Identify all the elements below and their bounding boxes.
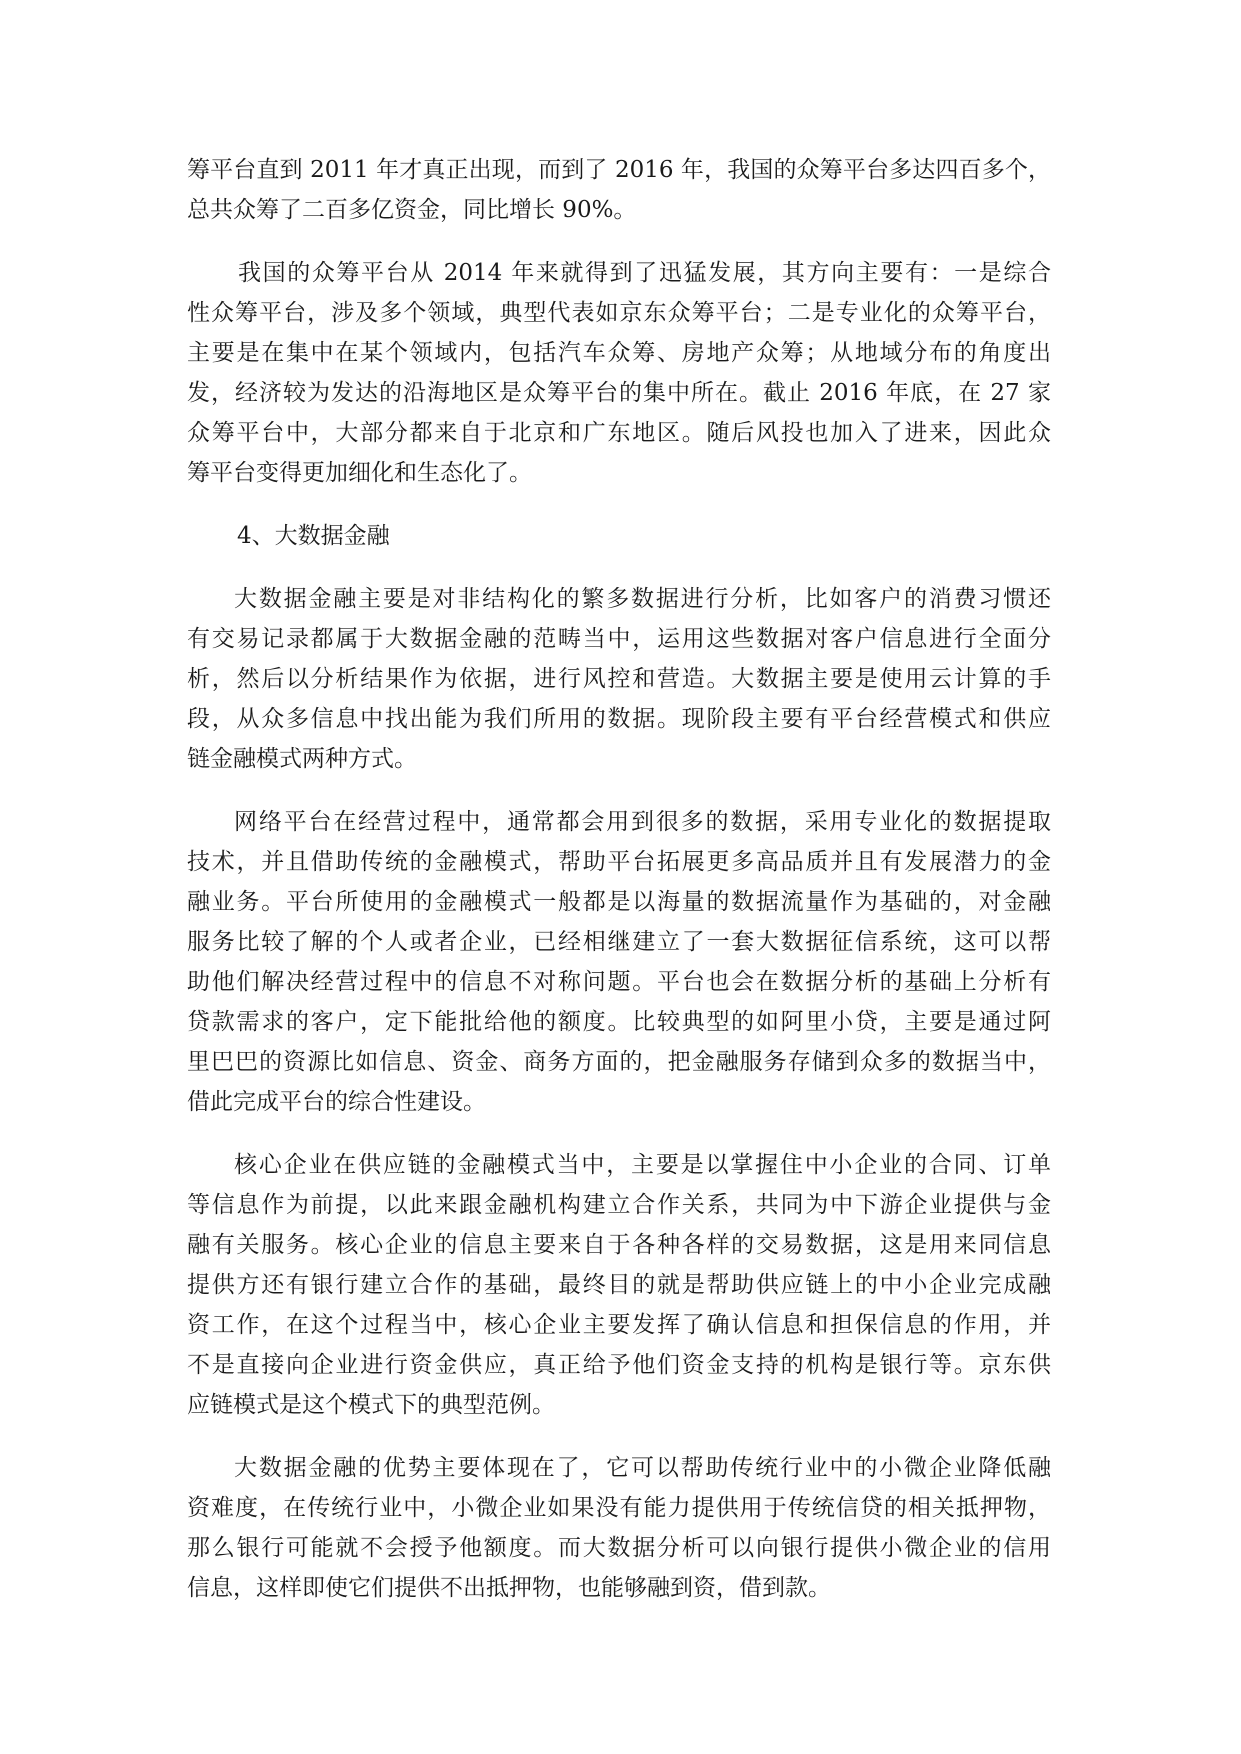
paragraph-big-data-advantage: [187, 1448, 1051, 1608]
text-line: 贷款需求的客户，定下能批给他的额度。比较典型的如阿里小贷，主要是通过阿: [187, 1009, 1051, 1035]
text-line: 融有关服务。核心企业的信息主要来自于各种各样的交易数据，这是用来同信息: [187, 1232, 1051, 1258]
text-line: 链金融模式两种方式。: [187, 746, 417, 772]
text-line: 不是直接向企业进行资金供应，真正给予他们资金支持的机构是银行等。京东供: [187, 1352, 1051, 1378]
text-line: 众筹平台中，大部分都来自于北京和广东地区。随后风投也加入了进来，因此众: [187, 420, 1051, 446]
text-line: 析，然后以分析结果作为依据，进行风控和营造。大数据主要是使用云计算的手: [187, 666, 1051, 692]
text-line: 筹平台直到 2011 年才真正出现，而到了 2016 年，我国的众筹平台多达四百多个，: [187, 157, 1051, 183]
section-heading: 4、大数据金融: [237, 523, 390, 549]
paragraph-big-data-finance-intro: [187, 579, 1051, 779]
text-line: 主要是在集中在某个领域内，包括汽车众筹、房地产众筹；从地域分布的角度出: [187, 340, 1051, 366]
text-line: 核心企业在供应链的金融模式当中，主要是以掌握住中小企业的合同、订单: [234, 1152, 1051, 1178]
paragraph-crowdfunding-development: [187, 253, 1051, 493]
text-line: 那么银行可能就不会授予他额度。而大数据分析可以向银行提供小微企业的信用: [187, 1535, 1051, 1561]
text-line: 大数据金融的优势主要体现在了，它可以帮助传统行业中的小微企业降低融: [234, 1455, 1051, 1481]
paragraph-supply-chain-model: [187, 1145, 1051, 1425]
text-line: 筹平台变得更加细化和生态化了。: [187, 460, 532, 486]
text-line: 里巴巴的资源比如信息、资金、商务方面的，把金融服务存储到众多的数据当中，: [187, 1049, 1051, 1075]
text-line: 发，经济较为发达的沿海地区是众筹平台的集中所在。截止 2016 年底，在 27 家: [187, 380, 1051, 406]
paragraph-crowdfunding-history: [187, 150, 1051, 230]
text-line: 大数据金融主要是对非结构化的繁多数据进行分析，比如客户的消费习惯还: [234, 586, 1051, 612]
text-line: 助他们解决经营过程中的信息不对称问题。平台也会在数据分析的基础上分析有: [187, 969, 1051, 995]
text-line: 信息，这样即使它们提供不出抵押物，也能够融到资，借到款。: [187, 1575, 831, 1601]
text-line: 有交易记录都属于大数据金融的范畴当中，运用这些数据对客户信息进行全面分: [187, 626, 1051, 652]
text-line: 资工作，在这个过程当中，核心企业主要发挥了确认信息和担保信息的作用，并: [187, 1312, 1051, 1338]
text-line: 等信息作为前提，以此来跟金融机构建立合作关系，共同为中下游企业提供与金: [187, 1192, 1051, 1218]
text-line: 资难度，在传统行业中，小微企业如果没有能力提供用于传统信贷的相关抵押物，: [187, 1495, 1051, 1521]
text-line: 我国的众筹平台从 2014 年来就得到了迅猛发展，其方向主要有：一是综合: [238, 260, 1051, 286]
text-line: 技术，并且借助传统的金融模式，帮助平台拓展更多高品质并且有发展潜力的金: [187, 849, 1051, 875]
text-line: 借此完成平台的综合性建设。: [187, 1089, 486, 1115]
text-line: 总共众筹了二百多亿资金，同比增长 90%。: [187, 197, 637, 223]
text-line: 段，从众多信息中找出能为我们所用的数据。现阶段主要有平台经营模式和供应: [187, 706, 1051, 732]
paragraph-platform-model: [187, 802, 1051, 1122]
text-line: 性众筹平台，涉及多个领域，典型代表如京东众筹平台；二是专业化的众筹平台，: [187, 300, 1051, 326]
text-line: 提供方还有银行建立合作的基础，最终目的就是帮助供应链上的中小企业完成融: [187, 1272, 1051, 1298]
text-line: 网络平台在经营过程中，通常都会用到很多的数据，采用专业化的数据提取: [234, 809, 1051, 835]
text-line: 融业务。平台所使用的金融模式一般都是以海量的数据流量作为基础的，对金融: [187, 889, 1051, 915]
text-line: 应链模式是这个模式下的典型范例。: [187, 1392, 555, 1418]
document-body: [187, 150, 1051, 1631]
text-line: 服务比较了解的个人或者企业，已经相继建立了一套大数据征信系统，这可以帮: [187, 929, 1051, 955]
